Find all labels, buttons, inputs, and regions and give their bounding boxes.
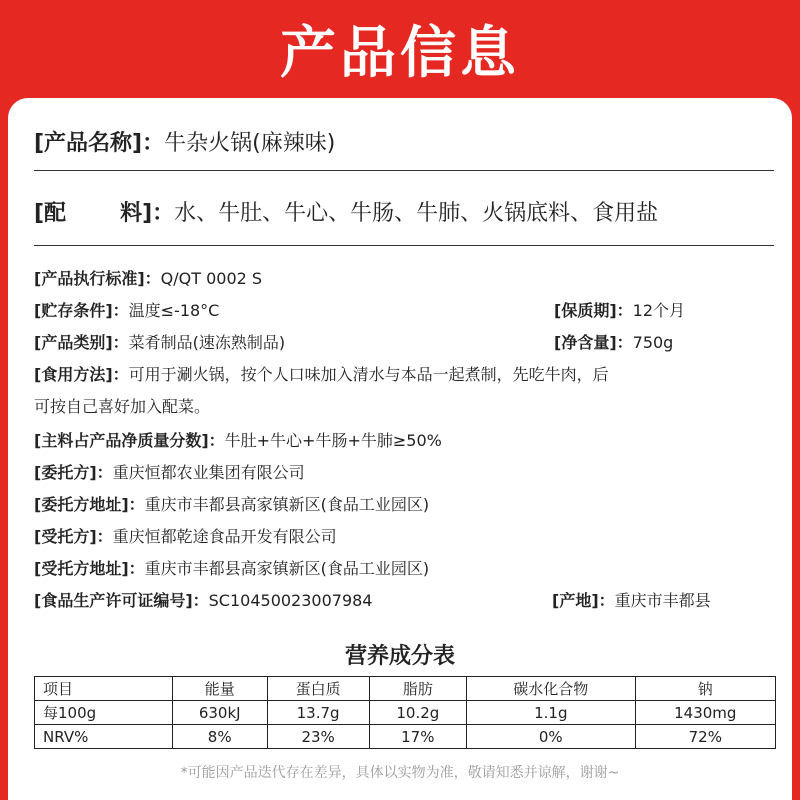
nutrition-table-title: 营养成分表 <box>344 644 455 669</box>
storage-value: 温度≤-18°C <box>128 301 220 320</box>
main-ratio-value: 牛肚+牛心+牛肠+牛肺≥50% <box>224 431 442 450</box>
net-content-row <box>554 330 673 353</box>
standard-row <box>34 266 262 289</box>
usage-value-line2: 可按自己喜好加入配菜。 <box>34 397 211 416</box>
category-label: [产品类别]： <box>34 333 129 352</box>
table-cell: NRV% <box>35 725 173 749</box>
info-card <box>8 98 792 800</box>
table-cell: 0% <box>467 725 636 749</box>
usage-label: [食用方法]： <box>34 365 129 384</box>
contractor-address-label: [受托方地址]： <box>34 559 145 578</box>
standard-value: Q/QT 0002 S <box>160 269 263 288</box>
table-row <box>35 725 776 749</box>
disclaimer-footnote: *可能因产品迭代存在差异，具体以实物为准，敬请知悉并谅解，谢谢~ <box>180 765 620 781</box>
table-header-cell: 项目 <box>35 677 173 701</box>
license-row <box>34 588 372 611</box>
divider <box>34 170 774 171</box>
origin-label: [产地]： <box>552 591 615 610</box>
client-address-label: [委托方地址]： <box>34 495 145 514</box>
ingredients-value: 水、牛肚、牛心、牛肠、牛肺、火锅底料、食用盐 <box>174 201 659 226</box>
shelf-life-value: 12个月 <box>632 301 686 320</box>
divider <box>34 245 774 246</box>
usage-row <box>34 362 609 385</box>
storage-label: [贮存条件]： <box>34 301 129 320</box>
net-content-label: [净含量]： <box>554 333 633 352</box>
client-address-row <box>34 492 429 515</box>
client-address-value: 重庆市丰都县高家镇新区(食品工业园区) <box>144 495 430 514</box>
table-cell: 13.7g <box>267 701 369 725</box>
client-value: 重庆恒都农业集团有限公司 <box>112 463 305 482</box>
table-header-cell: 能量 <box>172 677 267 701</box>
shelf-life-label: [保质期]： <box>554 301 633 320</box>
category-value: 菜肴制品(速冻熟制品) <box>128 333 286 352</box>
nutrition-table <box>34 676 776 749</box>
table-header-cell: 脂肪 <box>369 677 466 701</box>
table-header-cell: 碳水化合物 <box>467 677 636 701</box>
table-cell: 8% <box>172 725 267 749</box>
client-label: [委托方]： <box>34 463 113 482</box>
contractor-row <box>34 524 337 547</box>
table-cell: 10.2g <box>369 701 466 725</box>
table-cell: 17% <box>369 725 466 749</box>
license-label: [食品生产许可证编号]： <box>34 591 209 610</box>
license-value: SC10450023007984 <box>208 591 373 610</box>
table-cell: 72% <box>635 725 775 749</box>
contractor-address-row <box>34 556 429 579</box>
net-content-value: 750g <box>632 333 674 352</box>
table-header-cell: 钠 <box>635 677 775 701</box>
usage-value-line1: 可用于涮火锅，按个人口味加入清水与本品一起煮制，先吃牛肉，后 <box>128 365 609 384</box>
table-cell: 1.1g <box>467 701 636 725</box>
table-cell: 1430mg <box>635 701 775 725</box>
table-cell: 23% <box>267 725 369 749</box>
client-row <box>34 460 305 483</box>
table-header-row <box>35 677 776 701</box>
origin-value: 重庆市丰都县 <box>614 591 711 610</box>
origin-row <box>552 588 711 611</box>
storage-row <box>34 298 219 321</box>
table-header-cell: 蛋白质 <box>267 677 369 701</box>
ingredients-label: [配 料]： <box>34 201 175 226</box>
ingredients-row <box>34 196 658 227</box>
table-cell: 630kJ <box>172 701 267 725</box>
shelf-life-row <box>554 298 685 321</box>
contractor-label: [受托方]： <box>34 527 113 546</box>
header-banner <box>0 0 800 98</box>
main-ratio-label: [主料占产品净质量分数]： <box>34 431 225 450</box>
table-cell: 每100g <box>35 701 173 725</box>
product-name-value: 牛杂火锅(麻辣味) <box>164 131 336 156</box>
usage-continued <box>34 394 210 417</box>
standard-label: [产品执行标准]： <box>34 269 161 288</box>
contractor-address-value: 重庆市丰都县高家镇新区(食品工业园区) <box>144 559 430 578</box>
product-name-label: [产品名称]： <box>34 131 165 156</box>
product-name-row <box>34 126 335 157</box>
table-row <box>35 701 776 725</box>
category-row <box>34 330 285 353</box>
main-ratio-row <box>34 428 442 451</box>
contractor-value: 重庆恒都乾途食品开发有限公司 <box>112 527 337 546</box>
page-title: 产品信息 <box>280 21 520 86</box>
